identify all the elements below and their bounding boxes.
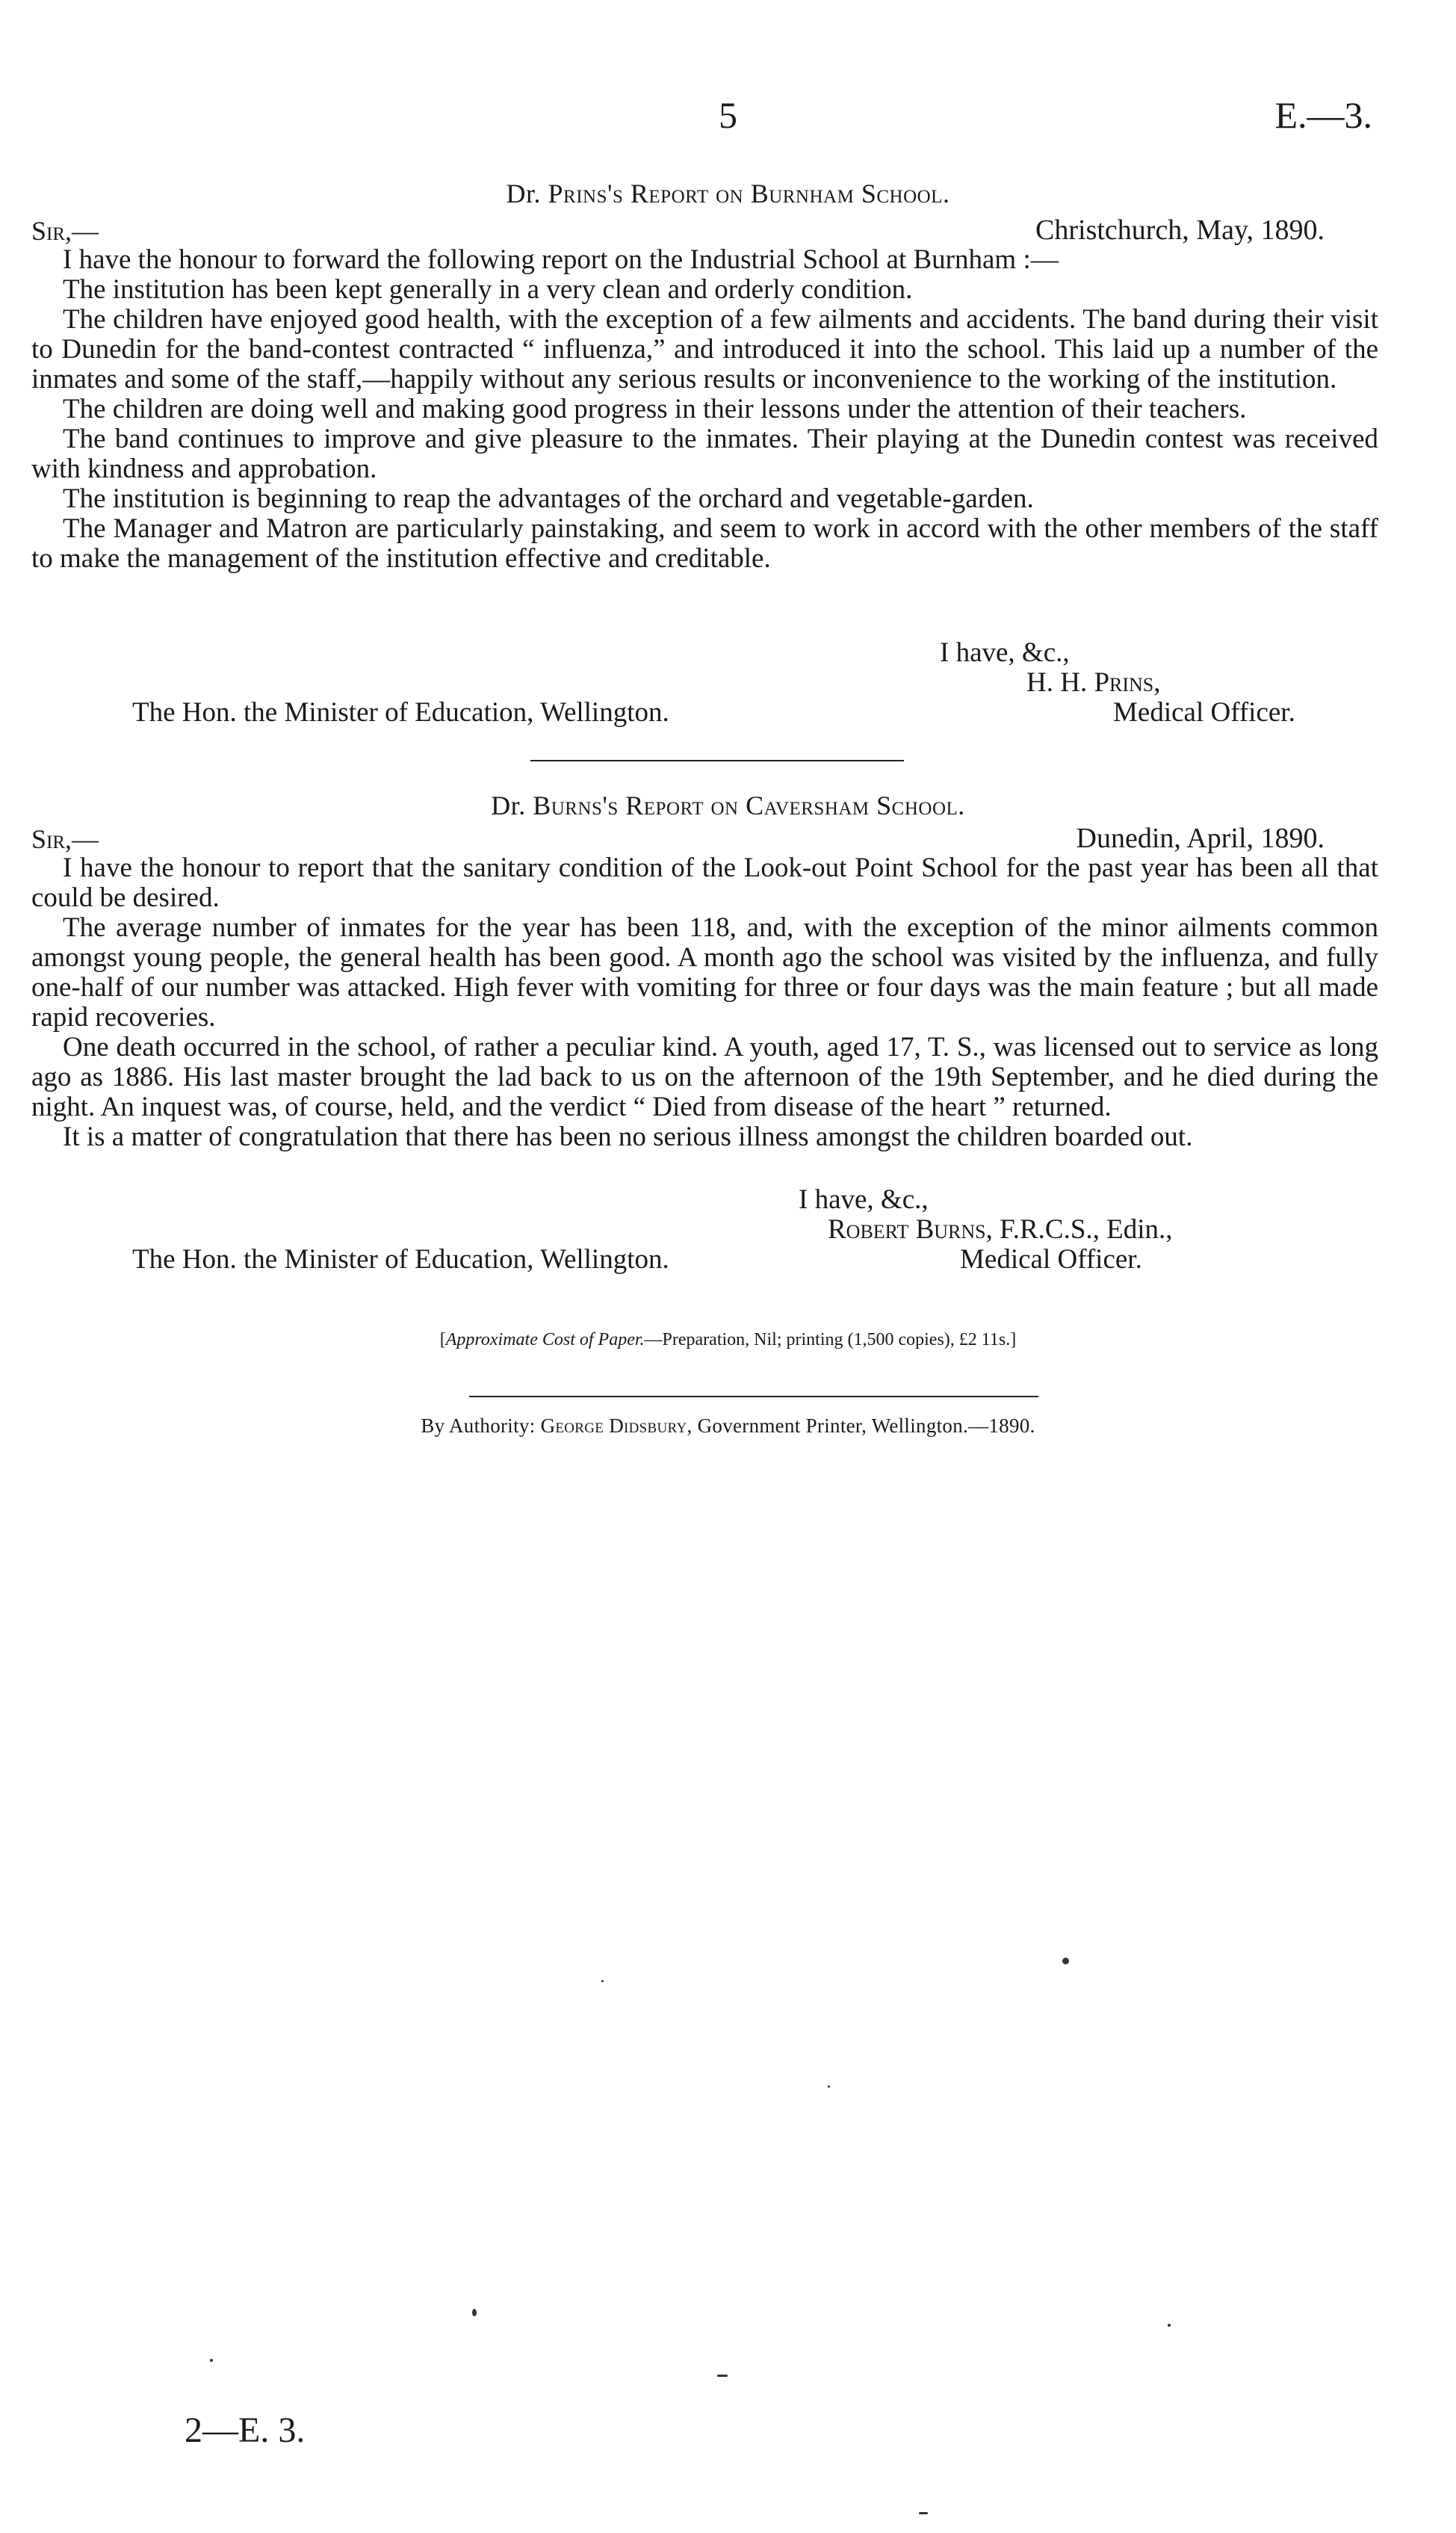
authority-line (0, 1414, 1456, 1438)
authority-rest: Government Printer, Wellington.—1890. (692, 1414, 1035, 1437)
scan-speck (1062, 1958, 1069, 1964)
report1-paragraph: The institution is beginning to reap the advantages of the orchard and vegetable-garden. (63, 483, 1034, 514)
report2-addressee: The Hon. the Minister of Education, Wellington. (132, 1244, 669, 1275)
report2-dateline: Dunedin, April, 1890. (1076, 823, 1325, 854)
report2-body (31, 853, 1378, 1152)
authority-name: George Didsbury, (540, 1414, 693, 1437)
report1-body (31, 245, 1378, 574)
scan-speck (717, 2375, 728, 2377)
report2-paragraph: One death occurred in the school, of rather a peculiar kind. A youth, aged 17, T. S., was licensed out to service as long ago as 1886. His last master brought the lad back to us on the afternoon of the 19th September, and he died during the night. An inquest was, of course, held, and the verdict “ Died from disease of the heart ” returned. (31, 1032, 1378, 1122)
report1-paragraph: The children are doing well and making good progress in their lessons under the attention of their teachers. (63, 394, 1247, 424)
signature-mark: 2—E. 3. (185, 2410, 306, 2450)
report2-paragraph: The average number of inmates for the year has been 118, and, with the exception of the minor ailments common amongst young people, the general health has been good. A month ago the school was visited by the influenza, and fully one-half of our number was attacked. High fever with vomiting for three or four days was the main feature ; but all made rapid recoveries. (31, 912, 1378, 1033)
report2-signatory-title: Medical Officer. (960, 1244, 1142, 1275)
report2-title (0, 790, 1456, 821)
section-divider (530, 760, 904, 761)
report1-addressee: The Hon. the Minister of Education, Wellington. (132, 697, 669, 728)
cost-note-text: —Preparation, Nil; printing (1,500 copies), £2 11s. (644, 1330, 1011, 1349)
footer-rule (469, 1396, 1038, 1397)
report2-salutation: Sir,— (31, 824, 99, 854)
scan-speck (210, 2359, 213, 2362)
report1-paragraph: The Manager and Matron are particularly painstaking, and seem to work in accord with the other members of the staff to make the management of the institution effective and creditable. (31, 513, 1378, 574)
report1-salutation: Sir,— (31, 216, 99, 246)
report1-closing: I have, &c., (940, 637, 1070, 668)
report1-signatory: H. H. Prins, (1026, 667, 1161, 698)
scan-speck (828, 2085, 830, 2088)
authority-prefix: By Authority: (421, 1414, 541, 1437)
report2-paragraph: It is a matter of congratulation that there has been no serious illness amongst the children boarded out. (63, 1122, 1193, 1152)
report1-title-name: Prins's Report on Burnham School. (548, 179, 950, 208)
report1-dateline: Christchurch, May, 1890. (1035, 214, 1325, 246)
report2-signatory-quals: F.R.C.S., Edin., (992, 1214, 1173, 1245)
report2-title-prefix: Dr. (491, 791, 533, 820)
scan-speck (1168, 2324, 1171, 2327)
report1-signatory-title: Medical Officer. (1113, 697, 1295, 728)
scan-speck (472, 2309, 477, 2316)
report1-paragraph: The children have enjoyed good health, with the exception of a few ailments and accidents. The band during their visit to Dunedin for the band-contest contracted “ influenza,” and introduced it into the school. This laid up a number of the inmates and some of the staff,—happily without any serious results or inconvenience to the working of the institution. (31, 304, 1378, 395)
report2-signatory (828, 1213, 1173, 1246)
series-code: E.—3. (1274, 94, 1372, 136)
report1-paragraph: I have the honour to forward the following report on the Industrial School at Burnham :— (63, 244, 1059, 275)
report1-title (0, 178, 1456, 209)
cost-note: [Approximate Cost of Paper.—Preparation, Nil; printing (1,500 copies), £2 11s.] (439, 1330, 1017, 1349)
report1-title-prefix: Dr. (506, 179, 548, 208)
report2-signatory-name: Robert Burns, (828, 1214, 993, 1245)
report2-paragraph: I have the honour to report that the sanitary condition of the Look-out Point School for the past year has been all that could be desired. (31, 853, 1378, 913)
report1-paragraph: The band continues to improve and give pleasure to the inmates. Their playing at the Dunedin contest was received with kindness and approbation. (31, 424, 1378, 484)
page-number: 5 (719, 94, 737, 136)
scan-speck (919, 2512, 928, 2514)
report2-closing: I have, &c., (799, 1184, 929, 1215)
cost-note-label: Approximate Cost of Paper. (445, 1330, 645, 1349)
report1-paragraph: The institution has been kept generally in a very clean and orderly condition. (63, 274, 913, 305)
report2-title-name: Burns's Report on Caversham School. (533, 791, 965, 820)
scan-speck (601, 1980, 604, 1982)
